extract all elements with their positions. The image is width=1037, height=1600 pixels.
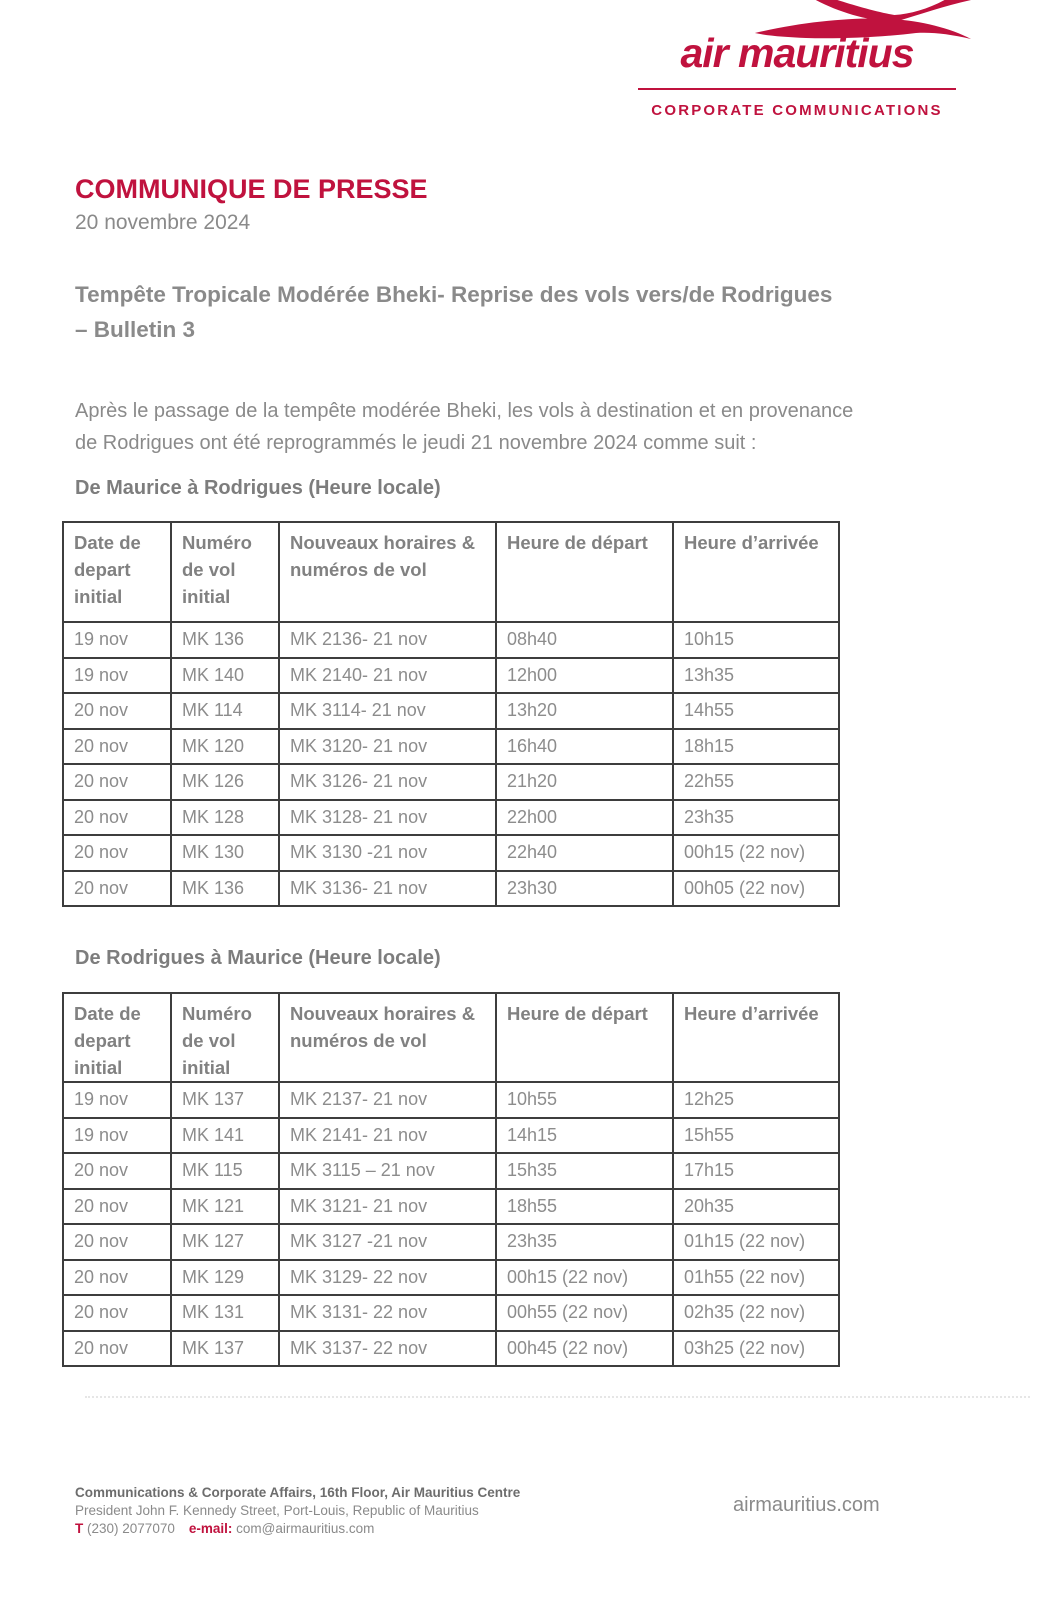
table-cell: 20 nov	[63, 835, 171, 871]
table-cell: 14h55	[673, 693, 839, 729]
table-cell: 22h40	[496, 835, 673, 871]
table-row	[63, 1082, 839, 1118]
table-cell: MK 2141- 21 nov	[279, 1118, 496, 1154]
footer-address-line2: President John F. Kennedy Street, Port-Louis, Republic of Mauritius	[75, 1503, 479, 1518]
column-header: Heure d’arrivée	[673, 522, 839, 622]
bulletin-title	[75, 277, 1005, 347]
corporate-communications-label: CORPORATE COMMUNICATIONS	[651, 102, 943, 119]
table-cell: MK 3137- 22 nov	[279, 1331, 496, 1367]
email-label: e-mail:	[188, 1521, 233, 1536]
bulletin-title-line1: Tempête Tropicale Modérée Bheki- Reprise des vols vers/de Rodrigues	[75, 282, 833, 307]
table-cell: 19 nov	[63, 622, 171, 658]
table-cell: 23h35	[673, 800, 839, 836]
table-cell: MK 3129- 22 nov	[279, 1260, 496, 1296]
table-cell: MK 2136- 21 nov	[279, 622, 496, 658]
table-cell: 20 nov	[63, 1153, 171, 1189]
table-cell: 08h40	[496, 622, 673, 658]
table-cell: MK 3130 -21 nov	[279, 835, 496, 871]
intro-paragraph	[75, 395, 1005, 459]
table-cell: 22h00	[496, 800, 673, 836]
website-link[interactable]: airmauritius.com	[733, 1494, 880, 1516]
table-cell: MK 3120- 21 nov	[279, 729, 496, 765]
table-row	[63, 729, 839, 765]
phone-label: T	[75, 1521, 84, 1536]
table-row	[63, 622, 839, 658]
table-cell: 01h55 (22 nov)	[673, 1260, 839, 1296]
table-row	[63, 1295, 839, 1331]
table-cell: 10h55	[496, 1082, 673, 1118]
table-cell: 17h15	[673, 1153, 839, 1189]
table-cell: MK 3121- 21 nov	[279, 1189, 496, 1225]
flights-table-maurice-to-rodrigues	[62, 521, 840, 907]
table-cell: 12h25	[673, 1082, 839, 1118]
table-cell: MK 137	[171, 1082, 279, 1118]
table-cell: 19 nov	[63, 1082, 171, 1118]
table-cell: 20 nov	[63, 1260, 171, 1296]
page-divider	[85, 1396, 1030, 1398]
table-cell: MK 140	[171, 658, 279, 694]
table-cell: 18h15	[673, 729, 839, 765]
table-cell: MK 2137- 21 nov	[279, 1082, 496, 1118]
table-row	[63, 871, 839, 907]
column-header: Heure d’arrivée	[673, 993, 839, 1082]
table-cell: MK 127	[171, 1224, 279, 1260]
table-cell: 20 nov	[63, 693, 171, 729]
logo-divider	[638, 88, 956, 90]
table-cell: MK 3128- 21 nov	[279, 800, 496, 836]
table-header-row	[63, 993, 839, 1082]
table-cell: 20 nov	[63, 1224, 171, 1260]
column-header: Nouveaux horaires & numéros de vol	[279, 993, 496, 1082]
table-cell: MK 3136- 21 nov	[279, 871, 496, 907]
column-header: Numéro de vol initial	[171, 522, 279, 622]
table-cell: MK 128	[171, 800, 279, 836]
table-cell: MK 141	[171, 1118, 279, 1154]
table-cell: 13h20	[496, 693, 673, 729]
table-cell: 10h15	[673, 622, 839, 658]
table-cell: 00h15 (22 nov)	[673, 835, 839, 871]
table-cell: MK 115	[171, 1153, 279, 1189]
table-cell: MK 137	[171, 1331, 279, 1367]
table-cell: MK 129	[171, 1260, 279, 1296]
table-cell: 20 nov	[63, 1295, 171, 1331]
table-cell: 12h00	[496, 658, 673, 694]
table-cell: MK 126	[171, 764, 279, 800]
email-address[interactable]: com@airmauritius.com	[236, 1521, 375, 1536]
footer-address-line1: Communications & Corporate Affairs, 16th Floor, Air Mauritius Centre	[75, 1485, 521, 1500]
table-cell: MK 136	[171, 871, 279, 907]
table-header-row	[63, 522, 839, 622]
table-cell: MK 121	[171, 1189, 279, 1225]
table-cell: MK 136	[171, 622, 279, 658]
table-cell: MK 3126- 21 nov	[279, 764, 496, 800]
table-row	[63, 800, 839, 836]
column-header: Heure de départ	[496, 522, 673, 622]
table-cell: 18h55	[496, 1189, 673, 1225]
footer-contact-line	[75, 1520, 520, 1538]
table-cell: 00h15 (22 nov)	[496, 1260, 673, 1296]
table-cell: 13h35	[673, 658, 839, 694]
intro-line2: de Rodrigues ont été reprogrammés le jeudi 21 novembre 2024 comme suit :	[75, 432, 757, 454]
table-cell: 23h35	[496, 1224, 673, 1260]
table-cell: 20 nov	[63, 871, 171, 907]
press-release-title: COMMUNIQUE DE PRESSE	[75, 174, 428, 204]
table-cell: MK 114	[171, 693, 279, 729]
table-cell: 01h15 (22 nov)	[673, 1224, 839, 1260]
column-header: Heure de départ	[496, 993, 673, 1082]
column-header: Date de depart initial	[63, 522, 171, 622]
table-row	[63, 1224, 839, 1260]
table-cell: MK 130	[171, 835, 279, 871]
table-cell: 21h20	[496, 764, 673, 800]
table-cell: MK 3115 – 21 nov	[279, 1153, 496, 1189]
table-cell: MK 2140- 21 nov	[279, 658, 496, 694]
table-row	[63, 658, 839, 694]
table-row	[63, 693, 839, 729]
table-row	[63, 764, 839, 800]
phone-number: (230) 2077070	[87, 1521, 175, 1536]
intro-line1: Après le passage de la tempête modérée Bheki, les vols à destination et en provenance	[75, 400, 854, 422]
table-cell: 23h30	[496, 871, 673, 907]
column-header: Nouveaux horaires & numéros de vol	[279, 522, 496, 622]
table-row	[63, 1189, 839, 1225]
table-cell: 19 nov	[63, 1118, 171, 1154]
table-cell: 00h05 (22 nov)	[673, 871, 839, 907]
table-cell: MK 3114- 21 nov	[279, 693, 496, 729]
table-row	[63, 1118, 839, 1154]
table-cell: 15h35	[496, 1153, 673, 1189]
table-cell: 16h40	[496, 729, 673, 765]
table-cell: MK 3131- 22 nov	[279, 1295, 496, 1331]
table-cell: 20 nov	[63, 1189, 171, 1225]
table-cell: 20h35	[673, 1189, 839, 1225]
table-cell: 22h55	[673, 764, 839, 800]
column-header: Numéro de vol initial	[171, 993, 279, 1082]
table-cell: 20 nov	[63, 764, 171, 800]
footer-contact-block	[75, 1484, 520, 1538]
table-cell: 03h25 (22 nov)	[673, 1331, 839, 1367]
table-cell: 19 nov	[63, 658, 171, 694]
table-cell: 14h15	[496, 1118, 673, 1154]
table-row	[63, 1260, 839, 1296]
table-row	[63, 1331, 839, 1367]
table-row	[63, 1153, 839, 1189]
table-caption-rodrigues-to-maurice: De Rodrigues à Maurice (Heure locale)	[75, 947, 441, 969]
press-release-date: 20 novembre 2024	[75, 211, 251, 234]
table-cell: 20 nov	[63, 729, 171, 765]
table-caption-maurice-to-rodrigues: De Maurice à Rodrigues (Heure locale)	[75, 477, 441, 499]
table-cell: MK 131	[171, 1295, 279, 1331]
table-cell: 15h55	[673, 1118, 839, 1154]
airmauritius-logo-wordmark: air mauritius	[680, 30, 914, 76]
column-header: Date de depart initial	[63, 993, 171, 1082]
bulletin-title-line2: – Bulletin 3	[75, 317, 196, 342]
table-row	[63, 835, 839, 871]
flights-table-rodrigues-to-maurice	[62, 992, 840, 1367]
table-cell: 02h35 (22 nov)	[673, 1295, 839, 1331]
table-cell: 00h45 (22 nov)	[496, 1331, 673, 1367]
table-cell: MK 3127 -21 nov	[279, 1224, 496, 1260]
table-cell: 20 nov	[63, 1331, 171, 1367]
table-cell: 20 nov	[63, 800, 171, 836]
table-cell: 00h55 (22 nov)	[496, 1295, 673, 1331]
table-cell: MK 120	[171, 729, 279, 765]
